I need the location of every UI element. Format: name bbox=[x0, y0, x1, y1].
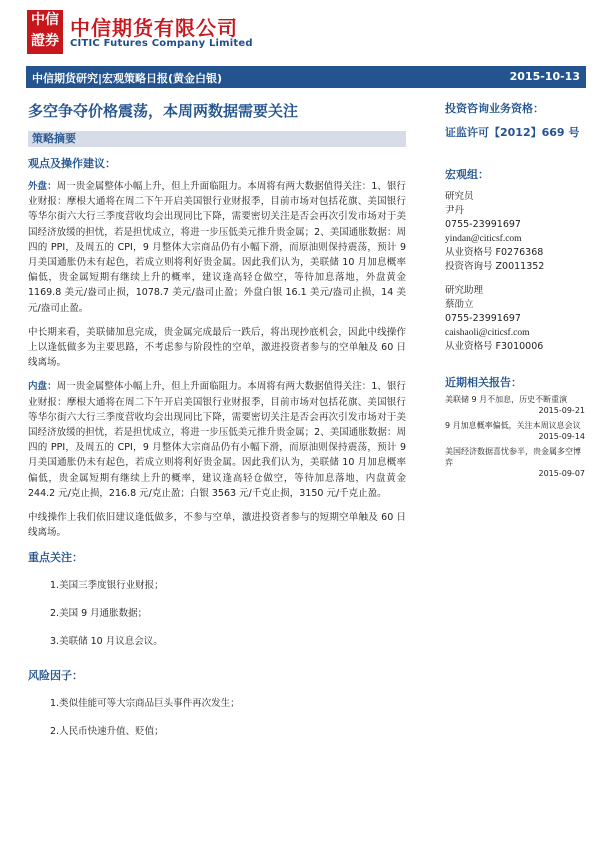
paragraph-inner-market bbox=[28, 379, 406, 501]
paragraph-text: 中线操作上我们依旧建议逢低做多，不参与空单，激进投资者参与的短期空单触及 60 日线离场。 bbox=[28, 512, 406, 539]
analyst-email: yindan@citicsf.com bbox=[445, 234, 522, 244]
company-logo-seal bbox=[27, 10, 63, 54]
analyst-phone: 0755-23991697 bbox=[445, 219, 521, 230]
related-report bbox=[445, 394, 585, 416]
license-number: 证监许可【2012】669 号 bbox=[445, 126, 580, 139]
risk-item: 1.类似佳能可等大宗商品巨头事件再次发生； bbox=[50, 698, 240, 710]
focus-item: 1.美国三季度银行业财报； bbox=[50, 580, 164, 592]
report-title: 美国经济数据喜忧参半，贵金属多空博弈 bbox=[445, 447, 581, 467]
paragraph-text: 周一贵金属整体小幅上升，但上升面临阻力。本周将有两大数据值得关注：1、银行业财报：摩根大通将在周二下午开启美国银行业财报季，目前市场对包括花旗、美国银行等华尔街六大行三季度营收均会出现同比下降，需要密切关注是否会再次引发市场对于美国经济放缓的担忧，若是担忧成立，将进一步压低美元推升贵金属；2、美国通胀数据：周四的 PPI，及周五的 CPI，9 月整体大宗商品仍有小幅下滑，而原油则保持震荡，预计 9 月美国通胀仍未有起色，若成立则将利好贵金属。因此我们认为，美联储 10 月加息概率偏低，贵金属短期有继续上升的概率，建议逢高轻仓做空，等待加息落地，外盘黄金 1169.8 美元/盎司止损，1078.7 美元/盎司止盈；外盘白银 16.1 美元/盎司止损，14 美元/盎司止盈。 bbox=[28, 181, 406, 314]
focus-heading: 重点关注： bbox=[28, 551, 83, 565]
analyst-phone: 0755-23991697 bbox=[445, 313, 521, 324]
reports-heading: 近期相关报告： bbox=[445, 376, 522, 389]
risk-item: 2.人民币快速升值、贬值； bbox=[50, 726, 164, 738]
view-heading: 观点及操作建议： bbox=[28, 157, 116, 170]
seal-text-top: 中信 bbox=[31, 12, 59, 28]
related-report bbox=[445, 446, 585, 479]
analyst-2 bbox=[445, 284, 585, 354]
analyst-email: caishaoli@citicsf.com bbox=[445, 328, 530, 338]
focus-item: 2.美国 9 月通胀数据； bbox=[50, 608, 148, 620]
report-date: 2015-09-21 bbox=[538, 406, 585, 415]
report-header bbox=[0, 0, 595, 64]
paragraph-text: 中长期来看，美联储加息完成，贵金属完成最后一跌后，将出现抄底机会，因此中线操作上以逢低做多为主要思路，不考虑参与阶段性的空单，激进投资者参与的空单触及 60 日线离场。 bbox=[28, 326, 406, 369]
report-title: 美联储 9 月不加息，历史不断重演 bbox=[445, 395, 568, 404]
paragraph-outer-market bbox=[28, 179, 406, 316]
seal-text-bottom: 證券 bbox=[31, 33, 59, 49]
analyst-role: 研究助理 bbox=[445, 285, 484, 296]
report-date: 2015-09-07 bbox=[538, 469, 585, 478]
summary-label: 策略摘要 bbox=[28, 131, 406, 147]
company-name-en: CITIC Futures Company Limited bbox=[70, 38, 253, 49]
analyst-name: 尹丹 bbox=[445, 205, 465, 216]
analyst-1 bbox=[445, 190, 585, 274]
analyst-consult-license: 投资咨询号 Z0011352 bbox=[445, 261, 545, 272]
related-report bbox=[445, 420, 585, 442]
report-banner bbox=[26, 66, 586, 88]
analyst-role: 研究员 bbox=[445, 191, 474, 202]
paragraph-lead: 内盘： bbox=[28, 381, 57, 393]
analyst-name: 蔡劭立 bbox=[445, 299, 474, 310]
analyst-license: 从业资格号 F3010006 bbox=[445, 341, 544, 352]
paragraph-lead: 外盘： bbox=[28, 181, 57, 192]
paragraph-medium-term bbox=[28, 325, 406, 371]
report-series-title: 中信期货研究|宏观策略日报(黄金白银) bbox=[32, 72, 223, 85]
report-date: 2015-10-13 bbox=[509, 70, 580, 83]
focus-item: 3.美联储 10 月议息会议。 bbox=[50, 636, 163, 648]
paragraph-text: 周一贵金属整体小幅上升，但上升面临阻力。本周将有两大数据值得关注：1、银行业财报：摩根大通将在周二下午开启美国银行业财报季，目前市场对包括花旗、美国银行等华尔街六大行三季度营收均会出现同比下降，需要密切关注是否会再次引发市场对于美国经济放缓的担忧，若是担忧成立，将进一步压低美元推升贵金属；2、美国通胀数据：周四的 PPI，及周五的 CPI，9 月整体大宗商品仍有小幅下滑，而原油则保持震荡，预计 9 月美国通胀仍未有起色，若成立则将利好贵金属。因此我们认为，美联储 10 月加息概率偏低，贵金属短期有继续上升的概率，建议逢高轻仓做空，等待加息落地，内盘黄金 244.2 元/克止损，216.8 元/克止盈；白银 3563 元/千克止损，3150 元/千克止盈。 bbox=[28, 381, 406, 499]
report-title: 多空争夺价格震荡，本周两数据需要关注 bbox=[28, 102, 299, 120]
main-column bbox=[28, 100, 406, 739]
analyst-license: 从业资格号 F0276368 bbox=[445, 247, 544, 258]
risk-heading: 风险因子： bbox=[28, 669, 83, 683]
company-name-cn: 中信期货有限公司 bbox=[70, 16, 238, 40]
license-heading: 投资咨询业务资格： bbox=[445, 102, 544, 115]
report-date: 2015-09-14 bbox=[538, 432, 585, 441]
paragraph-midline bbox=[28, 510, 406, 540]
report-title: 9 月加息概率偏低，关注本周议息会议 bbox=[445, 421, 581, 430]
sidebar bbox=[445, 100, 585, 483]
group-heading: 宏观组： bbox=[445, 168, 489, 181]
